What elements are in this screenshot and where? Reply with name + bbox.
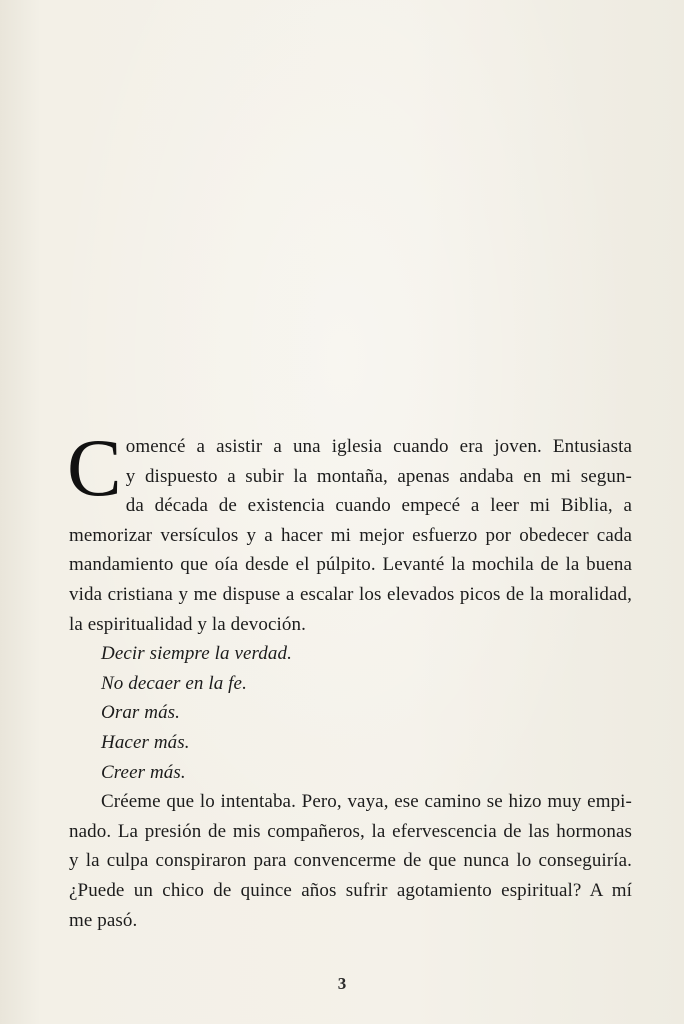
text-line: me pasó. xyxy=(69,909,138,931)
text-line: omencé a asistir a una iglesia cuando era joven. Entusiasta xyxy=(125,436,632,457)
text-line: mandamiento que oía desde el púlpito. Levanté la mochila de la buena xyxy=(69,554,632,576)
verse-line: Orar más. xyxy=(101,702,181,724)
text-line: y la culpa conspiraron para convencerme de que nunca lo conseguiría. xyxy=(69,850,632,872)
drop-cap: C xyxy=(67,422,122,513)
text-line: ¿Puede un chico de quince años sufrir agotamiento espiritual? A mí xyxy=(69,879,632,901)
page-number: 3 xyxy=(337,974,347,993)
verse-line: Creer más. xyxy=(101,761,186,783)
verse-line: Hacer más. xyxy=(101,731,190,753)
verse-list xyxy=(69,639,632,787)
text-line: Créeme que lo intentaba. Pero, vaya, ese camino se hizo muy empi- xyxy=(101,791,632,813)
closing-paragraph xyxy=(69,787,632,935)
text-line: memorizar versículos y a hacer mi mejor esfuerzo por obedecer cada xyxy=(69,524,632,546)
verse-line: Decir siempre la verdad. xyxy=(101,643,292,665)
opening-paragraph xyxy=(67,422,632,639)
text-line: vida cristiana y me dispuse a escalar los elevados picos de la moralidad, xyxy=(69,583,632,605)
text-line: nado. La presión de mis compañeros, la efervescencia de las hormonas xyxy=(69,820,632,842)
chapter-body xyxy=(67,422,632,935)
text-line: da década de existencia cuando empecé a leer mi Biblia, a xyxy=(125,495,632,517)
text-line: y dispuesto a subir la montaña, apenas andaba en mi segun- xyxy=(125,465,632,487)
verse-line: No decaer en la fe. xyxy=(101,672,247,694)
text-line: la espiritualidad y la devoción. xyxy=(69,613,306,635)
